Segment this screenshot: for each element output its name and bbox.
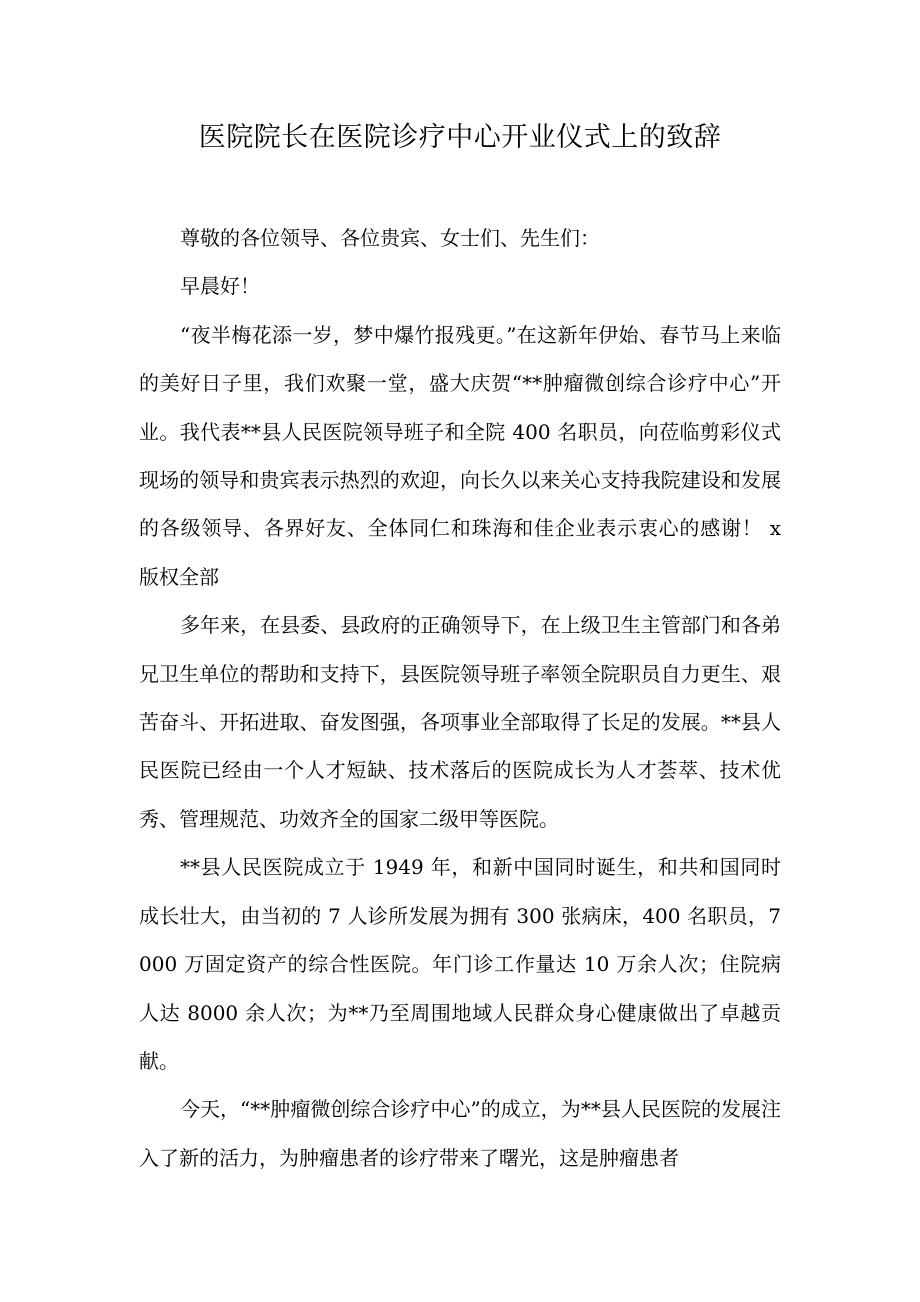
development-paragraph: 多年来，在县委、县政府的正确领导下，在上级卫生主管部门和各弟兄卫生单位的帮助和支持下，县医院领导班子率领全院职员自力更生、艰苦奋斗、开拓进取、奋发图强，各项事业全部取得了长足的发展。**县人民医院已经由一个人才短缺、技术落后的医院成长为人才荟萃、技术优秀、管理规范、功效齐全的国家二级甲等医院。 [139, 613, 781, 831]
document-title: 医院院长在医院诊疗中心开业仪式上的致辞 [198, 122, 722, 153]
greeting-paragraph: 早晨好！ [180, 274, 260, 299]
salutation-paragraph: 尊敬的各位领导、各位贵宾、女士们、先生们： [180, 226, 600, 250]
history-paragraph: **县人民医院成立于 1949 年，和新中国同时诞生，和共和国同时成长壮大，由当初的 7 人诊所发展为拥有 300 张病床，400 名职员，7000 万固定资产的综合性医院。年门诊工作量达 10 万余人次；住院病人达 8000 余人次；为**乃至周围地域人民群众身心健康做出了卓越贡献。 [139, 855, 781, 1073]
opening-paragraph: “夜半梅花添一岁，梦中爆竹报残更。”在这新年伊始、春节马上来临的美好日子里，我们欢聚一堂，盛大庆贺“**肿瘤微创综合诊疗中心”开业。我代表**县人民医院领导班子和全院 400 名职员，向莅临剪彩仪式现场的领导和贵宾表示热烈的欢迎，向长久以来关心支持我院建设和发展的各级领导、各界好友、全体同仁和珠海和佳企业表示衷心的感谢！ x 版权全部 [139, 322, 781, 589]
document-body [139, 214, 781, 1182]
center-paragraph: 今天，“**肿瘤微创综合诊疗中心”的成立，为**县人民医院的发展注入了新的活力，为肿瘤患者的诊疗带来了曙光，这是肿瘤患者 [139, 1097, 781, 1170]
